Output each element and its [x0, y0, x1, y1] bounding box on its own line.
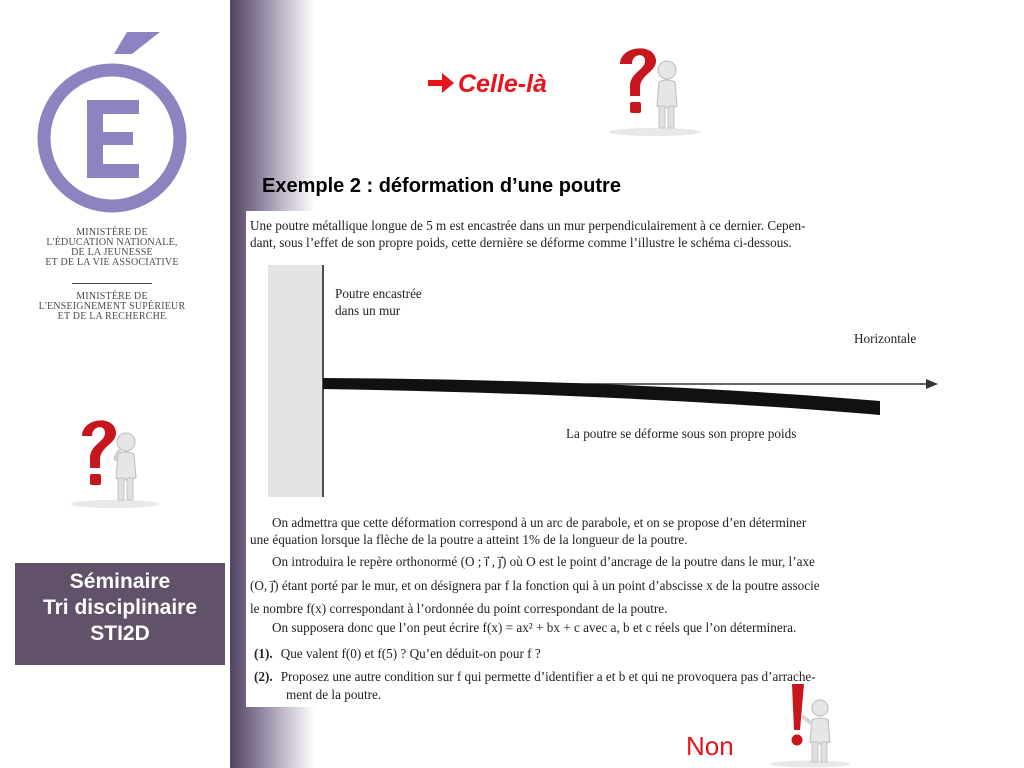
seminar-line: STI2D [90, 622, 150, 645]
question-mark-figure-icon [600, 40, 706, 137]
exercise-intro-line: dant, sous l’effet de son propre poids, cette dernière se déforme comme l’illustre le schéma ci-dessous. [250, 235, 792, 250]
wall-label: dans un mur [335, 303, 401, 318]
question-number: (2). [254, 669, 273, 684]
ministry-logo [12, 30, 212, 330]
ministry-name-higher-education: MINISTÈRE DE L'ENSEIGNEMENT SUPÉRIEUR ET DE LA RECHERCHE [38, 291, 186, 322]
answer-celle-la: Celle-là [428, 70, 547, 99]
exercise-paragraph-line: une équation lorsque la flèche de la poutre a atteint 1% de la longueur de la poutre. [250, 532, 688, 547]
exercise-paragraph-line: On supposera donc que l’on peut écrire f(x) = ax² + bx + c avec a, b et c réels que l’on déterminera. [272, 620, 797, 635]
exercise-intro-line: Une poutre métallique longue de 5 m est encastrée dans un mur perpendiculairement à ce dernier. Cepen- [250, 218, 806, 233]
example-title: Exemple 2 : déformation d’une poutre [262, 175, 621, 197]
question-2 [254, 668, 816, 685]
education-e-logo-icon [32, 30, 192, 220]
exercise-paragraph-line: On admettra que cette déformation correspond à un arc de parabole, et on se propose d’en déterminer [272, 515, 807, 530]
seminar-line: Séminaire [69, 570, 171, 593]
horizontal-arrowhead [926, 379, 938, 389]
ministry-name-education: MINISTÈRE DE L'ÉDUCATION NATIONALE, DE LA JEUNESSE ET DE LA VIE ASSOCIATIVE [45, 227, 179, 268]
exercise-paragraph-line: le nombre f(x) correspondant à l’ordonnée du point correspondant de la poutre. [250, 601, 668, 616]
seminar-title-box [15, 563, 225, 665]
question-text: Que valent f(0) et f(5) ? Qu’en déduit-on pour f ? [280, 646, 541, 661]
exclamation-figure-icon [764, 680, 854, 768]
wall-label: Poutre encastrée [335, 286, 422, 301]
seminar-line: Tri disciplinaire [42, 596, 198, 619]
answer-non: Non [686, 731, 734, 761]
arrow-right-icon [428, 73, 454, 93]
question-number: (1). [254, 646, 273, 661]
question-1 [254, 645, 541, 662]
exercise-panel [246, 211, 984, 707]
question-text: Proposez une autre condition sur f qui permette d’identifier a et b et qui ne provoquera pas d’arrache- [280, 669, 816, 684]
exercise-paragraph-line: On introduira le repère orthonormé (O ; i⃗ , j⃗) où O est le point d’ancrage de la poutre dans le mur, l’axe [272, 554, 815, 569]
ministry-divider [72, 283, 152, 284]
wall-shape [268, 265, 322, 497]
question-2-continuation: ment de la poutre. [286, 687, 382, 702]
exercise-paragraph-line: (O, j⃗) étant porté par le mur, et on désignera par f la fonction qui à un point d’abscisse x de la poutre associe [250, 578, 820, 593]
deformation-label: La poutre se déforme sous son propre poids [566, 426, 797, 441]
question-mark-figure-icon [60, 410, 166, 510]
horizontal-label: Horizontale [854, 331, 917, 346]
